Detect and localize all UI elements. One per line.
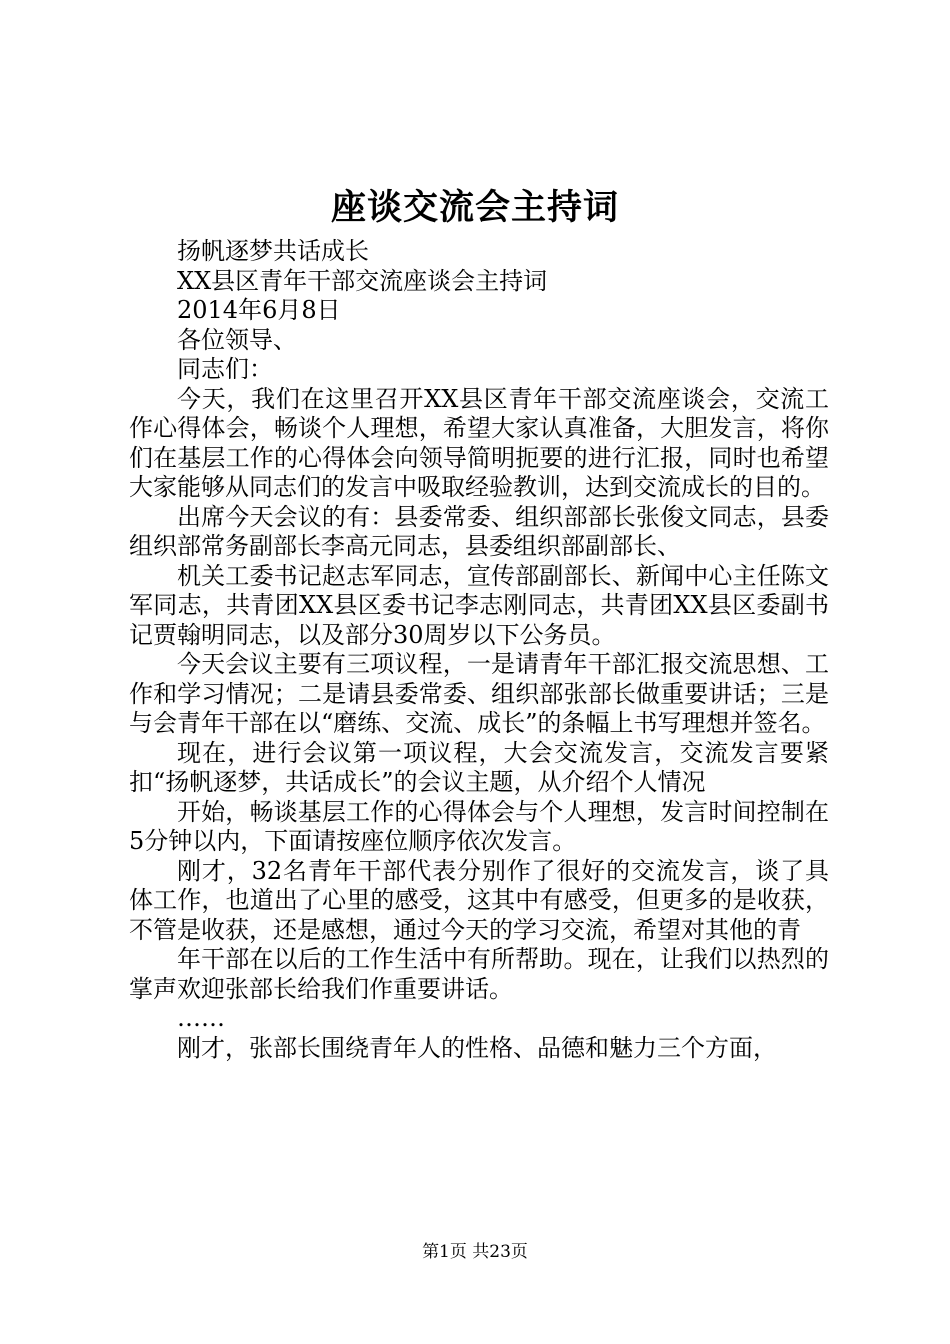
paragraph-attendees-continued: 机关工委书记赵志军同志，宣传部副部长、新闻中心主任陈文军同志，共青团XX县区委书记李志刚同志，共青团XX县区委副书记贾翰明同志，以及部分30周岁以下公务员。 <box>129 561 829 649</box>
paragraph-attendees: 出席今天会议的有：县委常委、组织部部长张俊文同志，县委组织部常务副部长李高元同志，县委组织部副部长、 <box>129 502 829 560</box>
paragraph-date: 2014年6月8日 <box>177 296 341 324</box>
paragraph-salutation-comrades: 同志们： <box>177 355 273 383</box>
page-footer: 第1页 共23页 <box>422 1242 528 1262</box>
paragraph-summary-continued: 年干部在以后的工作生活中有所帮助。现在，让我们以热烈的掌声欢迎张部长给我们作重要讲话。 <box>129 945 829 1003</box>
paragraph-first-item: 现在，进行会议第一项议程，大会交流发言，交流发言要紧扣“扬帆逐梦，共话成长”的会议主题，从介绍个人情况 <box>129 738 829 796</box>
document-title: 座谈交流会主持词 <box>330 187 619 228</box>
paragraph-agenda: 今天会议主要有三项议程，一是请青年干部汇报交流思想、工作和学习情况；二是请县委常委、组织部张部长做重要讲话；三是与会青年干部在以“磨练、交流、成长”的条幅上书写理想并签名。 <box>129 650 829 737</box>
paragraph-ellipsis: …… <box>177 1004 225 1032</box>
paragraph-summary: 刚才，32名青年干部代表分别作了很好的交流发言，谈了具体工作，也道出了心里的感受，这其中有感受，但更多的是收获，不管是收获，还是感想，通过今天的学习交流，希望对其他的青 <box>129 856 829 944</box>
paragraph-closing: 刚才，张部长围绕青年人的性格、品德和魅力三个方面， <box>177 1033 777 1062</box>
document-body <box>129 237 829 1063</box>
paragraph-opening: 今天，我们在这里召开XX县区青年干部交流座谈会，交流工作心得体会，畅谈个人理想，希望大家认真准备，大胆发言，将你们在基层工作的心得体会向领导简明扼要的进行汇报，同时也希望大家能够从同志们的发言中吸取经验教训，达到交流成长的目的。 <box>129 384 829 501</box>
paragraph-heading: XX县区青年干部交流座谈会主持词 <box>177 266 548 295</box>
paragraph-first-item-continued: 开始，畅谈基层工作的心得体会与个人理想，发言时间控制在5分钟以内，下面请按座位顺序依次发言。 <box>129 797 829 855</box>
paragraph-salutation-leaders: 各位领导、 <box>177 325 297 354</box>
paragraph-subtitle: 扬帆逐梦共话成长 <box>177 237 369 265</box>
